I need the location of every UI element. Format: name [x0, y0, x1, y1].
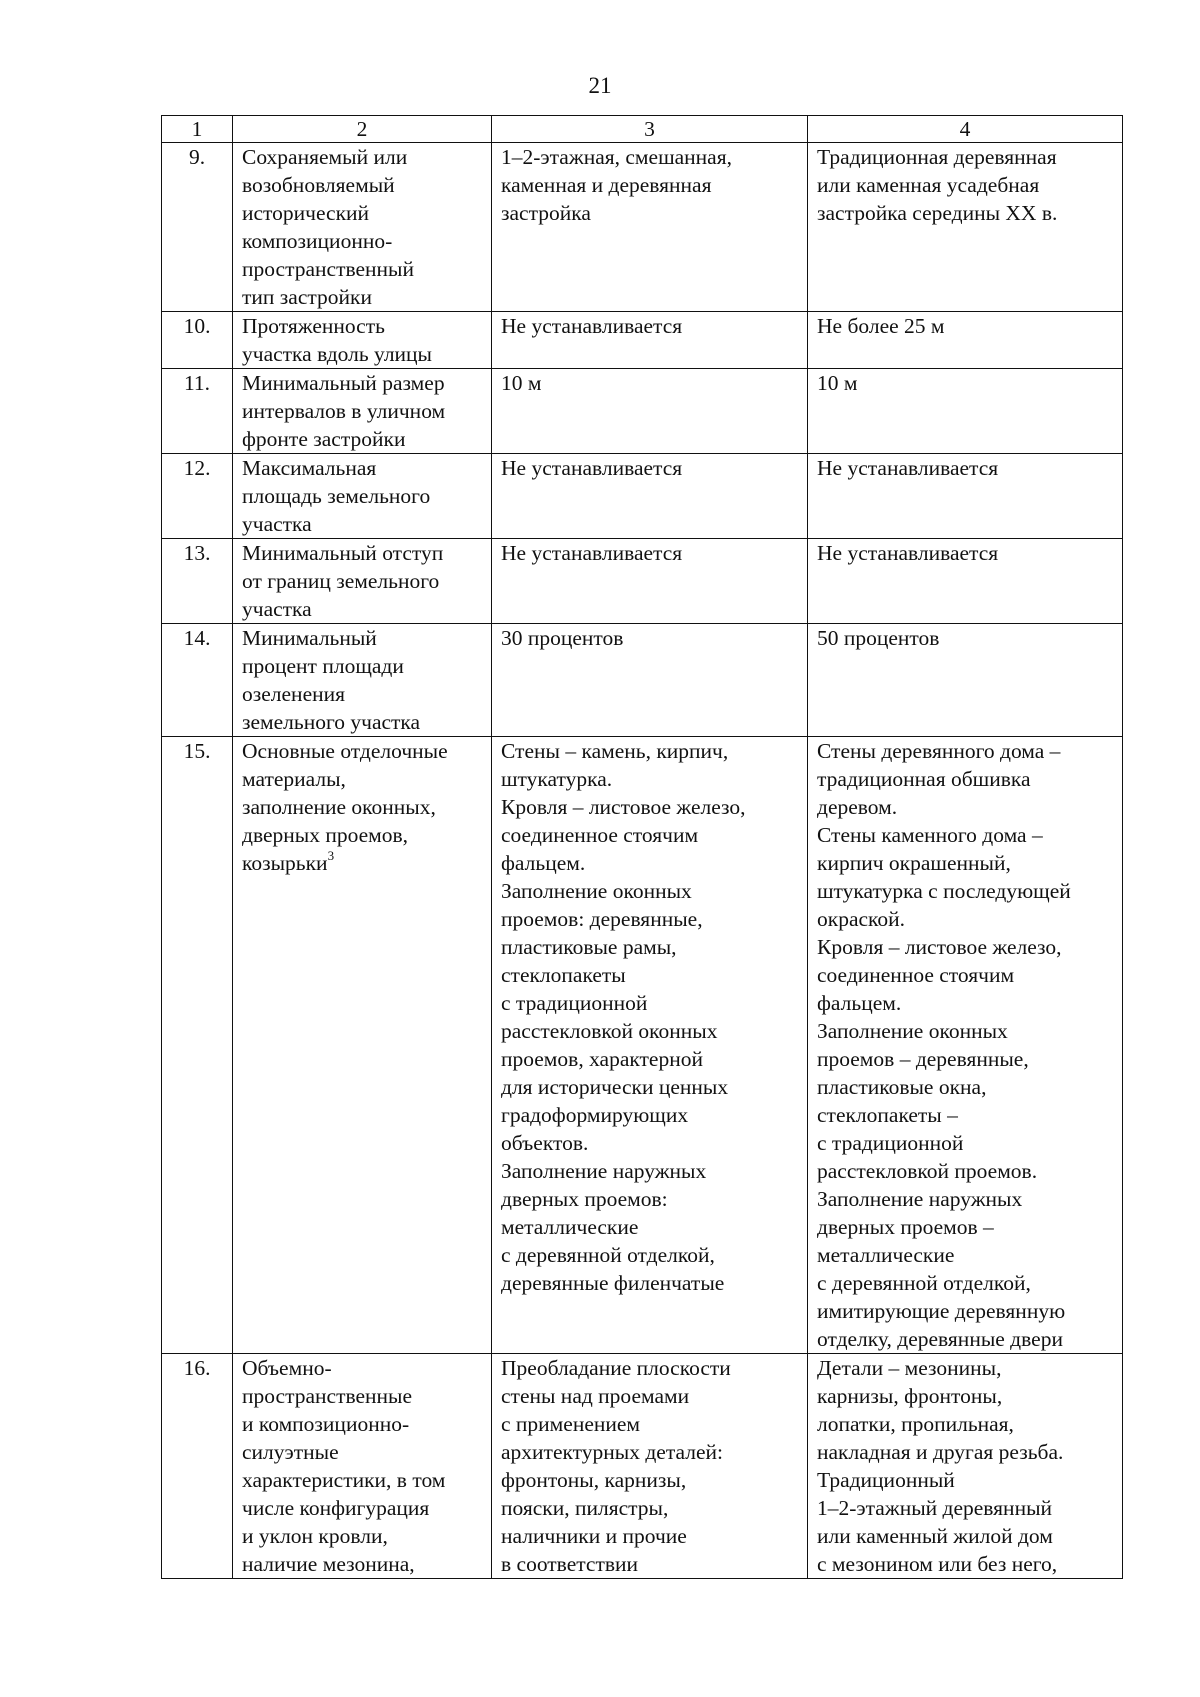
cell-text: пояски, пилястры,	[501, 1496, 669, 1520]
cell-text: участка вдоль улицы	[242, 342, 433, 366]
cell-text: дверных проемов,	[242, 823, 409, 847]
cell-text-line	[242, 397, 485, 425]
cell-text: 10 м	[817, 371, 858, 395]
cell-text-line	[501, 989, 801, 1017]
column-3-cell	[492, 454, 808, 539]
cell-text: фальцем.	[501, 851, 586, 875]
cell-text: Не устанавливается	[501, 314, 683, 338]
cell-text-line	[242, 199, 485, 227]
cell-text: архитектурных деталей:	[501, 1440, 723, 1464]
cell-text-line	[501, 1466, 801, 1494]
cell-text-line	[817, 793, 1116, 821]
cell-text-line	[501, 1073, 801, 1101]
cell-text: композиционно-	[242, 229, 393, 253]
cell-text-line	[817, 1073, 1116, 1101]
cell-text: фронтоны, карнизы,	[501, 1468, 687, 1492]
cell-text-line	[817, 737, 1116, 765]
cell-text-line	[242, 567, 485, 595]
table-row	[162, 369, 1123, 454]
cell-text-line	[242, 1382, 485, 1410]
cell-text: 1–2-этажный деревянный	[817, 1496, 1053, 1520]
header-cell-4: 4	[808, 116, 1123, 143]
cell-text: отделку, деревянные двери	[817, 1327, 1063, 1351]
cell-text-line	[817, 1354, 1116, 1382]
table-row	[162, 1354, 1123, 1579]
cell-text: Стены деревянного дома –	[817, 739, 1061, 763]
cell-text-line	[817, 961, 1116, 989]
cell-text-line	[817, 933, 1116, 961]
cell-text: штукатурка с последующей	[817, 879, 1071, 903]
row-number: 9.	[162, 143, 233, 312]
cell-text-line	[817, 143, 1116, 171]
cell-text: деревом.	[817, 795, 898, 819]
table-row	[162, 539, 1123, 624]
cell-text-line	[242, 510, 485, 538]
cell-text: Не устанавливается	[501, 541, 683, 565]
cell-text-line	[242, 539, 485, 567]
row-number: 13.	[162, 539, 233, 624]
cell-text-line	[242, 454, 485, 482]
cell-text-line	[242, 1550, 485, 1578]
parameter-cell	[233, 369, 492, 454]
regulations-table	[161, 115, 1123, 1579]
cell-text-line	[501, 821, 801, 849]
cell-text-line	[501, 1438, 801, 1466]
cell-text-line	[817, 849, 1116, 877]
cell-text: с мезонином или без него,	[817, 1552, 1058, 1576]
column-4-cell	[808, 369, 1123, 454]
cell-text: Заполнение наружных	[501, 1159, 707, 1183]
header-cell-3: 3	[492, 116, 808, 143]
cell-text-line	[817, 1550, 1116, 1578]
cell-text: или каменная усадебная	[817, 173, 1040, 197]
column-4-cell	[808, 312, 1123, 369]
row-number: 14.	[162, 624, 233, 737]
cell-text: исторический	[242, 201, 370, 225]
cell-text-line	[242, 737, 485, 765]
cell-text: проемов: деревянные,	[501, 907, 703, 931]
cell-text: пространственные	[242, 1384, 413, 1408]
cell-text: окраской.	[817, 907, 906, 931]
cell-text: фальцем.	[817, 991, 902, 1015]
cell-text-line	[242, 765, 485, 793]
cell-text-line	[501, 199, 801, 227]
cell-text: процент площади	[242, 654, 404, 678]
cell-text-line	[242, 312, 485, 340]
cell-text-line	[501, 849, 801, 877]
cell-text: застройка середины XX в.	[817, 201, 1058, 225]
cell-text-line	[501, 143, 801, 171]
cell-text-line	[501, 765, 801, 793]
cell-text-line	[817, 1410, 1116, 1438]
cell-text-line	[501, 624, 801, 652]
cell-text: Минимальный	[242, 626, 377, 650]
cell-text: Кровля – листовое железо,	[817, 935, 1062, 959]
cell-text: карнизы, фронтоны,	[817, 1384, 1003, 1408]
cell-text-line	[501, 1550, 801, 1578]
page-number: 21	[588, 73, 612, 98]
cell-text: стеклопакеты	[501, 963, 626, 987]
cell-text-line	[817, 765, 1116, 793]
cell-text: числе конфигурация	[242, 1496, 430, 1520]
cell-text: металлические	[817, 1243, 955, 1267]
cell-text: застройка	[501, 201, 591, 225]
parameter-cell	[233, 312, 492, 369]
cell-text: Традиционный	[817, 1468, 955, 1492]
parameter-cell	[233, 539, 492, 624]
column-3-cell	[492, 143, 808, 312]
cell-text-line	[817, 1438, 1116, 1466]
cell-text-line	[817, 1129, 1116, 1157]
cell-text-line	[501, 1269, 801, 1297]
cell-text-line	[501, 905, 801, 933]
cell-text-line	[242, 680, 485, 708]
header-cell-1: 1	[162, 116, 233, 143]
cell-text-line	[501, 961, 801, 989]
cell-text: Заполнение оконных	[501, 879, 692, 903]
cell-text-line	[501, 312, 801, 340]
cell-text-line	[242, 821, 485, 849]
cell-text: тип застройки	[242, 285, 372, 309]
cell-text-line	[817, 199, 1116, 227]
cell-text-line	[501, 933, 801, 961]
cell-text-line	[242, 1522, 485, 1550]
cell-text-line	[817, 312, 1116, 340]
cell-text-line	[242, 482, 485, 510]
cell-text: Заполнение оконных	[817, 1019, 1008, 1043]
cell-text-line	[817, 454, 1116, 482]
cell-text-line	[242, 793, 485, 821]
cell-text-line	[242, 849, 485, 877]
cell-text-line	[501, 1045, 801, 1073]
cell-text-line	[242, 624, 485, 652]
cell-text-line	[242, 143, 485, 171]
cell-text-line	[242, 340, 485, 368]
column-4-cell	[808, 454, 1123, 539]
cell-text: земельного участка	[242, 710, 421, 734]
cell-text-line	[242, 227, 485, 255]
cell-text: стеклопакеты –	[817, 1103, 958, 1127]
row-number: 10.	[162, 312, 233, 369]
cell-text-line	[817, 1045, 1116, 1073]
cell-text-line	[242, 1494, 485, 1522]
cell-text: традиционная обшивка	[817, 767, 1031, 791]
cell-text: градоформирующих	[501, 1103, 689, 1127]
cell-text-line	[817, 1213, 1116, 1241]
table-row	[162, 624, 1123, 737]
cell-text-line	[242, 283, 485, 311]
cell-text-line	[817, 1522, 1116, 1550]
cell-text-line	[501, 171, 801, 199]
cell-text: 30 процентов	[501, 626, 624, 650]
cell-text: и уклон кровли,	[242, 1524, 388, 1548]
cell-text-line	[501, 539, 801, 567]
cell-text: проемов – деревянные,	[817, 1047, 1029, 1071]
cell-text-line	[501, 1017, 801, 1045]
column-4-cell	[808, 737, 1123, 1354]
parameter-cell	[233, 737, 492, 1354]
cell-text-line	[242, 1438, 485, 1466]
cell-text: соединенное стоячим	[501, 823, 699, 847]
cell-text-line	[501, 877, 801, 905]
cell-text: объектов.	[501, 1131, 589, 1155]
cell-text-line	[817, 624, 1116, 652]
cell-text: фронте застройки	[242, 427, 406, 451]
cell-text: в соответствии	[501, 1552, 639, 1576]
cell-text: от границ земельного	[242, 569, 440, 593]
cell-text: расстекловкой проемов.	[817, 1159, 1038, 1183]
cell-text-line	[501, 1157, 801, 1185]
cell-text-line	[242, 369, 485, 397]
cell-text-line	[501, 1185, 801, 1213]
cell-text: штукатурка.	[501, 767, 613, 791]
cell-text: Преобладание плоскости	[501, 1356, 731, 1380]
column-4-cell	[808, 143, 1123, 312]
cell-text-line	[501, 737, 801, 765]
cell-text: козырьки	[242, 851, 328, 875]
cell-text: металлические	[501, 1215, 639, 1239]
cell-text: с деревянной отделкой,	[501, 1243, 715, 1267]
cell-text: пластиковые рамы,	[501, 935, 677, 959]
cell-text: Объемно-	[242, 1356, 332, 1380]
column-3-cell	[492, 737, 808, 1354]
cell-text: 10 м	[501, 371, 542, 395]
cell-text: накладная и другая резьба.	[817, 1440, 1064, 1464]
cell-text: расстекловкой оконных	[501, 1019, 718, 1043]
cell-text-line	[242, 1354, 485, 1382]
cell-text-line	[501, 1129, 801, 1157]
cell-text: имитирующие деревянную	[817, 1299, 1066, 1323]
cell-text: и композиционно-	[242, 1412, 410, 1436]
cell-text-line	[817, 989, 1116, 1017]
cell-text-line	[817, 1466, 1116, 1494]
cell-text: Сохраняемый или	[242, 145, 408, 169]
cell-text-line	[817, 1494, 1116, 1522]
cell-text: 1–2-этажная, смешанная,	[501, 145, 732, 169]
cell-text-line	[242, 652, 485, 680]
cell-text-line	[817, 1185, 1116, 1213]
cell-text-line	[817, 1297, 1116, 1325]
cell-text-line	[242, 708, 485, 736]
column-3-cell	[492, 369, 808, 454]
cell-text-line	[817, 369, 1116, 397]
cell-text: стены над проемами	[501, 1384, 690, 1408]
column-4-cell	[808, 624, 1123, 737]
cell-text-line	[501, 1213, 801, 1241]
row-number: 16.	[162, 1354, 233, 1579]
row-number: 12.	[162, 454, 233, 539]
cell-text: Максимальная	[242, 456, 377, 480]
cell-text-line	[501, 793, 801, 821]
header-cell-2: 2	[233, 116, 492, 143]
cell-text: Заполнение наружных	[817, 1187, 1023, 1211]
cell-text: силуэтные	[242, 1440, 339, 1464]
cell-text: материалы,	[242, 767, 346, 791]
cell-text-line	[501, 1494, 801, 1522]
column-3-cell	[492, 624, 808, 737]
cell-text: площадь земельного	[242, 484, 431, 508]
cell-text-line	[242, 171, 485, 199]
cell-text: наличники и прочие	[501, 1524, 687, 1548]
cell-text-line	[501, 369, 801, 397]
cell-text: участка	[242, 597, 312, 621]
cell-text-line	[242, 595, 485, 623]
cell-text: заполнение оконных,	[242, 795, 436, 819]
cell-text: Стены – камень, кирпич,	[501, 739, 729, 763]
cell-text: наличие мезонина,	[242, 1552, 415, 1576]
cell-text-line	[817, 1241, 1116, 1269]
cell-text: кирпич окрашенный,	[817, 851, 1011, 875]
column-3-cell	[492, 1354, 808, 1579]
cell-text-line	[817, 821, 1116, 849]
cell-text: пространственный	[242, 257, 415, 281]
cell-text-line	[817, 1017, 1116, 1045]
cell-text-line	[817, 171, 1116, 199]
cell-text: для исторически ценных	[501, 1075, 729, 1099]
cell-text: деревянные филенчатые	[501, 1271, 725, 1295]
cell-text: или каменный жилой дом	[817, 1524, 1053, 1548]
cell-text: Не устанавливается	[817, 456, 999, 480]
cell-text-line	[501, 1410, 801, 1438]
cell-text: Основные отделочные	[242, 739, 448, 763]
parameter-cell	[233, 624, 492, 737]
column-3-cell	[492, 312, 808, 369]
cell-text: с традиционной	[501, 991, 648, 1015]
cell-text: Минимальный отступ	[242, 541, 444, 565]
cell-text: Не устанавливается	[501, 456, 683, 480]
cell-text: Не устанавливается	[817, 541, 999, 565]
column-3-cell	[492, 539, 808, 624]
table-row	[162, 312, 1123, 369]
cell-text-line	[501, 1522, 801, 1550]
cell-text: соединенное стоячим	[817, 963, 1015, 987]
footnote-marker: 3	[327, 847, 335, 863]
cell-text: каменная и деревянная	[501, 173, 712, 197]
table-header-row	[162, 116, 1123, 143]
cell-text-line	[242, 1466, 485, 1494]
cell-text: пластиковые окна,	[817, 1075, 987, 1099]
cell-text-line	[501, 454, 801, 482]
cell-text: дверных проемов –	[817, 1215, 994, 1239]
cell-text: Стены каменного дома –	[817, 823, 1043, 847]
cell-text: Кровля – листовое железо,	[501, 795, 746, 819]
cell-text: с деревянной отделкой,	[817, 1271, 1031, 1295]
cell-text: дверных проемов:	[501, 1187, 668, 1211]
cell-text-line	[817, 1325, 1116, 1353]
cell-text-line	[242, 255, 485, 283]
cell-text-line	[817, 905, 1116, 933]
cell-text-line	[242, 1410, 485, 1438]
cell-text: Протяженность	[242, 314, 385, 338]
cell-text: возобновляемый	[242, 173, 395, 197]
cell-text-line	[501, 1354, 801, 1382]
cell-text: характеристики, в том	[242, 1468, 446, 1492]
cell-text: Минимальный размер	[242, 371, 445, 395]
cell-text-line	[501, 1382, 801, 1410]
cell-text: лопатки, пропильная,	[817, 1412, 1014, 1436]
parameter-cell	[233, 143, 492, 312]
cell-text: 50 процентов	[817, 626, 940, 650]
cell-text-line	[817, 877, 1116, 905]
table-row	[162, 143, 1123, 312]
cell-text-line	[817, 1269, 1116, 1297]
cell-text-line	[817, 1157, 1116, 1185]
cell-text: Детали – мезонины,	[817, 1356, 1002, 1380]
table-row	[162, 454, 1123, 539]
column-4-cell	[808, 1354, 1123, 1579]
parameter-cell	[233, 1354, 492, 1579]
cell-text-line	[817, 1101, 1116, 1129]
cell-text: озеленения	[242, 682, 346, 706]
row-number: 11.	[162, 369, 233, 454]
table-row	[162, 737, 1123, 1354]
column-4-cell	[808, 539, 1123, 624]
cell-text: интервалов в уличном	[242, 399, 446, 423]
cell-text: с традиционной	[817, 1131, 964, 1155]
table-body	[162, 116, 1123, 1579]
cell-text: Не более 25 м	[817, 314, 945, 338]
cell-text: Традиционная деревянная	[817, 145, 1057, 169]
cell-text: участка	[242, 512, 312, 536]
cell-text: проемов, характерной	[501, 1047, 703, 1071]
cell-text-line	[501, 1241, 801, 1269]
cell-text-line	[501, 1101, 801, 1129]
cell-text-line	[242, 425, 485, 453]
row-number: 15.	[162, 737, 233, 1354]
cell-text-line	[817, 1382, 1116, 1410]
cell-text-line	[817, 539, 1116, 567]
parameter-cell	[233, 454, 492, 539]
cell-text: с применением	[501, 1412, 641, 1436]
